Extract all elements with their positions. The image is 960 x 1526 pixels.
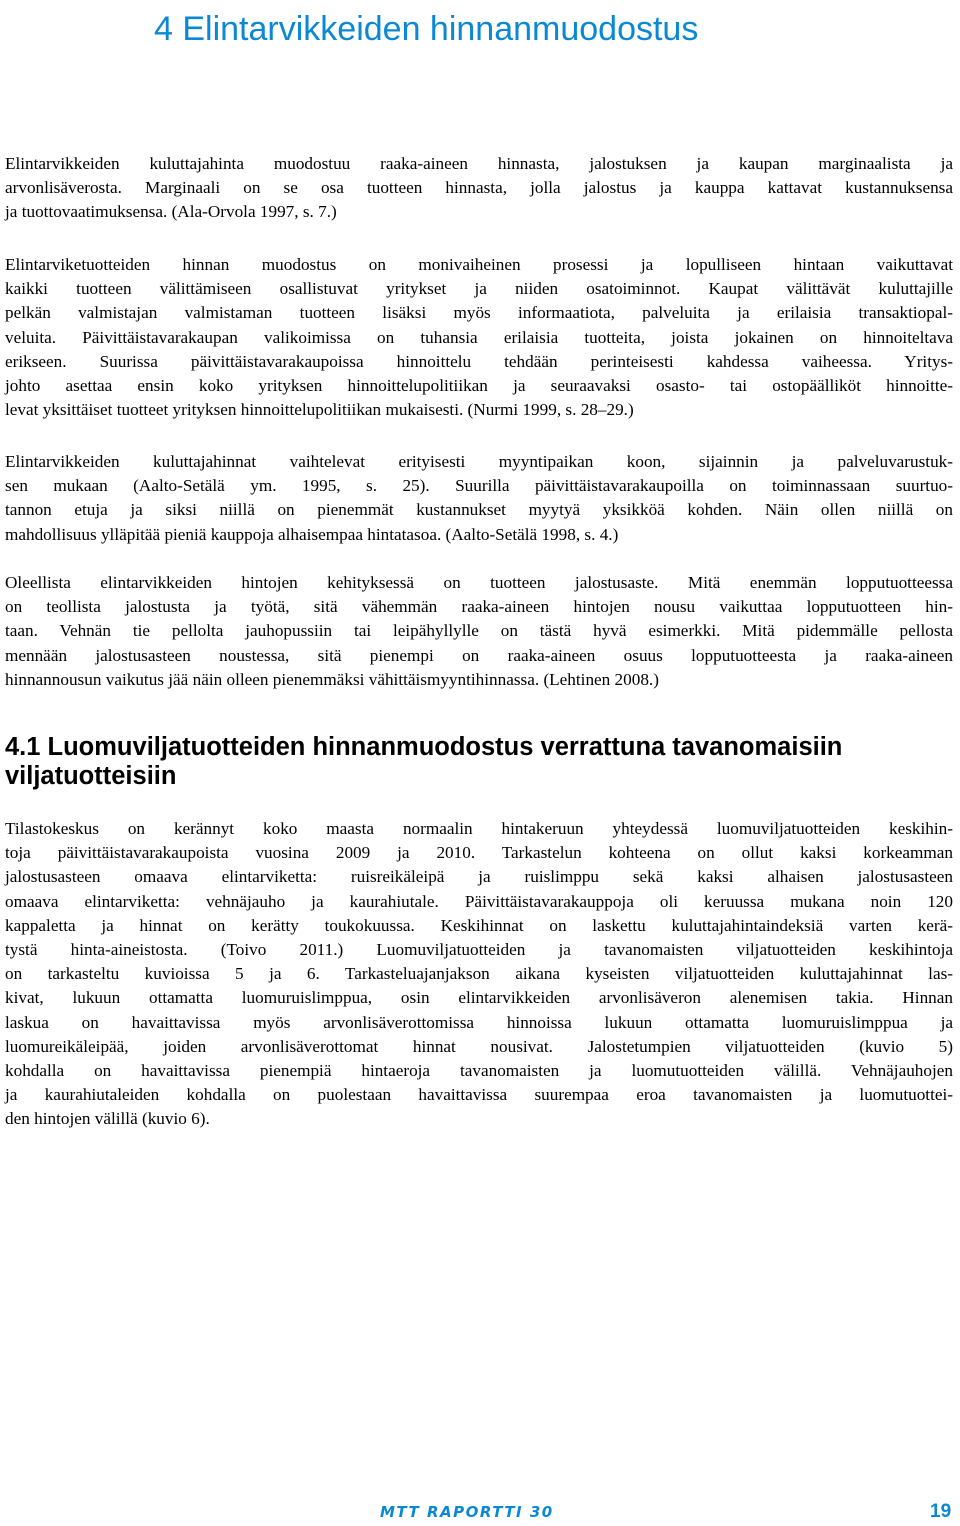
text-line: luomureikäleipää, joiden arvonlisäverottomat hinnat nousivat. Jalostetumpien viljatuotteiden (kuvio 5) xyxy=(5,1036,953,1056)
text-line: taan. Vehnän tie pellolta jauhopussiin tai leipähyllylle on tästä hyvä esimerkki. Mitä pidemmälle pellosta xyxy=(5,621,953,641)
text-line: jalostusasteen omaava elintarviketta: ruisreikäleipä ja ruislimppu sekä kaksi alhaisen jalostusasteen xyxy=(5,867,953,887)
text-line: ja tuottovaatimuksensa. (Ala-Orvola 1997, s. 7.) xyxy=(5,202,337,222)
text-line: Tilastokeskus on kerännyt koko maasta normaalin hintakeruun yhteydessä luomuviljatuotteiden keskihin- xyxy=(5,819,953,838)
paragraph-2 xyxy=(5,253,953,422)
page-number: 19 xyxy=(930,1501,952,1522)
paragraph-4 xyxy=(5,571,953,692)
section-paragraph-1 xyxy=(5,817,953,1132)
text-line: hinnannousun vaikutus jää näin olleen pienemmäksi vähittäismyyntihinnassa. (Lehtinen 2008.) xyxy=(5,669,659,689)
text-line: mennään jalostusasteen noustessa, sitä pienempi on raaka-aineen osuus lopputuotteesta ja raaka-aineen xyxy=(5,645,953,665)
text-line: Elintarviketuotteiden hinnan muodostus on monivaiheinen prosessi ja lopulliseen hintaan vaikuttavat xyxy=(5,255,953,274)
paragraph-1 xyxy=(5,152,953,225)
text-line: laskua on havaittavissa myös arvonlisäverottomissa hinnoissa lukuun ottamatta luomuruislimppua ja xyxy=(5,1012,953,1032)
text-line: tannon etuja ja siksi niillä on pienemmät kustannukset myytyä yksikköä kohden. Näin ollen niillä on xyxy=(5,500,953,520)
text-line: pelkän valmistajan valmistaman tuotteen lisäksi myös informaatiota, palveluita ja erilaisia transaktiopal- xyxy=(5,303,953,323)
text-line: erikseen. Suurissa päivittäistavarakaupoissa hinnoittelu tehdään perinteisesti kahdessa vaiheessa. Yritys- xyxy=(5,351,953,371)
text-line: on teollista jalostusta ja työtä, sitä vähemmän raaka-aineen hintojen nousu vaikuttaa lopputuotteen hin- xyxy=(5,597,953,617)
text-line: Elintarvikkeiden kuluttajahinta muodostuu raaka-aineen hinnasta, jalostuksen ja kaupan marginaalista ja xyxy=(5,154,953,173)
report-series-label: MTT RAPORTTI 30 xyxy=(380,1503,554,1521)
text-line: Elintarvikkeiden kuluttajahinnat vaihtelevat erityisesti myyntipaikan koon, sijainnin ja palveluvarustuk- xyxy=(5,452,953,471)
text-line: johto asettaa ensin koko yrityksen hinnoittelupolitiikan ja seuraavaksi osasto- tai ostopäälliköt hinnoitte- xyxy=(5,376,953,396)
text-line: den hintojen välillä (kuvio 6). xyxy=(5,1109,210,1129)
section-title: 4.1 Luomuviljatuotteiden hinnanmuodostus verrattuna tavanomaisiin viljatuotteisiin xyxy=(5,733,843,790)
text-line: sen mukaan (Aalto-Setälä ym. 1995, s. 25). Suurilla päivittäistavarakaupoilla on toiminnassaan suurtuo- xyxy=(5,476,953,496)
text-line: kivat, lukuun ottamatta luomuruislimppua, osin elintarvikkeiden arvonlisäveron alenemisen takia. Hinnan xyxy=(5,988,953,1008)
text-line: toja päivittäistavarakaupoista vuosina 2009 ja 2010. Tarkastelun kohteena on ollut kaksi korkeamman xyxy=(5,843,953,863)
paragraph-3 xyxy=(5,450,953,547)
text-line: kappaletta ja hinnat on kerätty toukokuussa. Keskihinnat on laskettu kuluttajahintaindeksiä varten kerä- xyxy=(5,915,953,935)
text-line: veluita. Päivittäistavarakaupan valikoimissa on tuhansia erilaisia tuotteita, joista jokainen on hinnoiteltava xyxy=(5,327,953,347)
text-line: kohdalla on havaittavissa pienempiä hintaeroja tavanomaisten ja luomutuotteiden välillä. Vehnäjauhojen xyxy=(5,1061,953,1081)
text-line: omaava elintarviketta: vehnäjauho ja kaurahiutale. Päivittäistavarakauppoja oli keruussa mukana noin 120 xyxy=(5,891,953,911)
text-line: arvonlisäverosta. Marginaali on se osa tuotteen hinnasta, jolla jalostus ja kauppa kattavat kustannuksensa xyxy=(5,178,953,198)
chapter-title: 4 Elintarvikkeiden hinnanmuodostus xyxy=(154,10,699,48)
text-line: tystä hinta-aineistosta. (Toivo 2011.) Luomuviljatuotteiden ja tavanomaisten viljatuotteiden keskihintoja xyxy=(5,940,953,960)
text-line: on tarkasteltu kuvioissa 5 ja 6. Tarkasteluajanjakson aikana kyseisten viljatuotteiden kuluttajahinnat las- xyxy=(5,964,953,984)
text-line: mahdollisuus ylläpitää pieniä kauppoja alhaisempaa hintatasoa. (Aalto-Setälä 1998, s. 4.) xyxy=(5,524,619,544)
text-line: ja kaurahiutaleiden kohdalla on puolestaan havaittavissa suurempaa eroa tavanomaisten ja luomutuottei- xyxy=(5,1085,953,1105)
text-line: Oleellista elintarvikkeiden hintojen kehityksessä on tuotteen jalostusaste. Mitä enemmän lopputuotteessa xyxy=(5,573,953,592)
text-line: levat yksittäiset tuotteet yrityksen hinnoittelupolitiikan mukaisesti. (Nurmi 1999, s. 28–29.) xyxy=(5,400,634,420)
text-line: kaikki tuotteen välittämiseen osallistuvat yritykset ja niiden osatoiminnot. Kaupat välittävät kuluttajille xyxy=(5,279,953,299)
